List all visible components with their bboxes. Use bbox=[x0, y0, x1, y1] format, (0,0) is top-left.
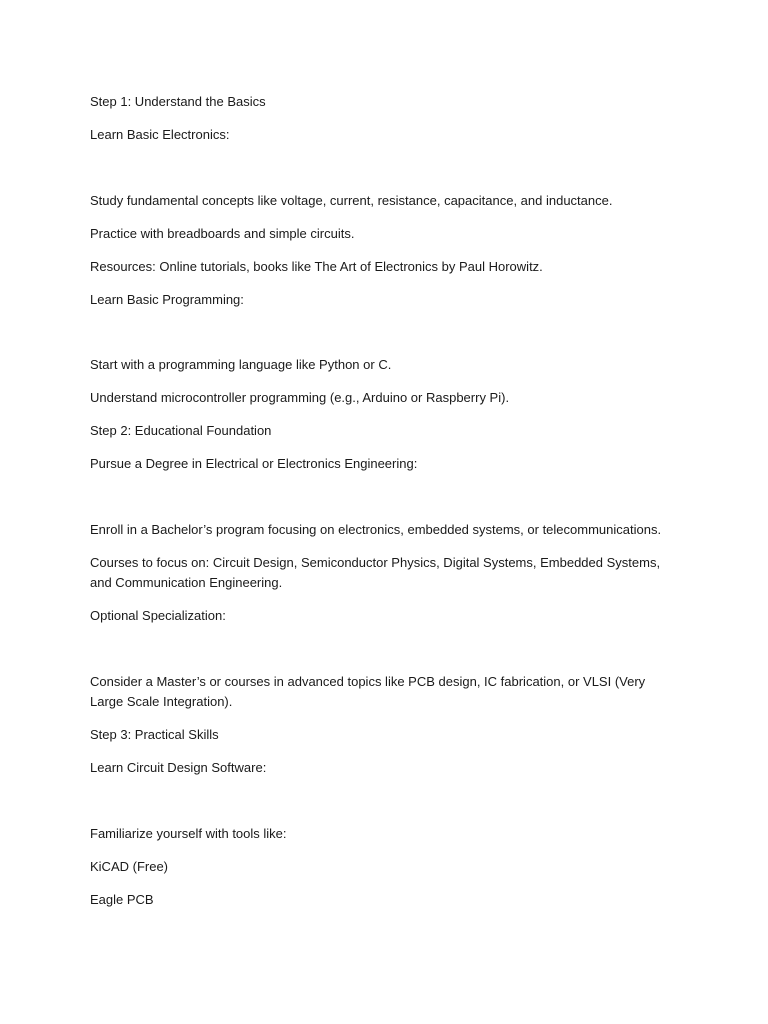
paragraph: Eagle PCB bbox=[90, 891, 154, 907]
paragraph: Learn Circuit Design Software: bbox=[90, 760, 267, 775]
paragraph: Practice with breadboards and simple circuits. bbox=[90, 225, 355, 241]
paragraph: KiCAD (Free) bbox=[90, 858, 169, 874]
paragraph: Study fundamental concepts like voltage, current, resistance, capacitance, and inductance. bbox=[90, 192, 613, 208]
paragraph: Step 2: Educational Foundation bbox=[90, 423, 272, 438]
paragraph: Pursue a Degree in Electrical or Electronics Engineering: bbox=[90, 456, 418, 471]
paragraph: Familiarize yourself with tools like: bbox=[90, 825, 287, 841]
paragraph: Enroll in a Bachelor’s program focusing on electronics, embedded systems, or telecommunications. bbox=[90, 521, 662, 537]
paragraph: Optional Specialization: bbox=[90, 608, 226, 623]
paragraph: Consider a Master’s or courses in advanced topics like PCB design, IC fabrication, or VLSI (Very Large Scale Integration). bbox=[90, 673, 646, 709]
paragraph: Learn Basic Electronics: bbox=[90, 127, 230, 142]
document-body bbox=[90, 92, 670, 923]
paragraph: Step 1: Understand the Basics bbox=[90, 94, 266, 109]
paragraph: Start with a programming language like Python or C. bbox=[90, 357, 392, 372]
paragraph: Step 3: Practical Skills bbox=[90, 727, 219, 742]
paragraph: Resources: Online tutorials, books like The Art of Electronics by Paul Horowitz. bbox=[90, 258, 543, 274]
paragraph: Courses to focus on: Circuit Design, Semiconductor Physics, Digital Systems, Embedded Systems, and Communication Engineering. bbox=[90, 554, 661, 590]
paragraph: Learn Basic Programming: bbox=[90, 291, 244, 307]
paragraph: Understand microcontroller programming (e.g., Arduino or Raspberry Pi). bbox=[90, 390, 510, 405]
